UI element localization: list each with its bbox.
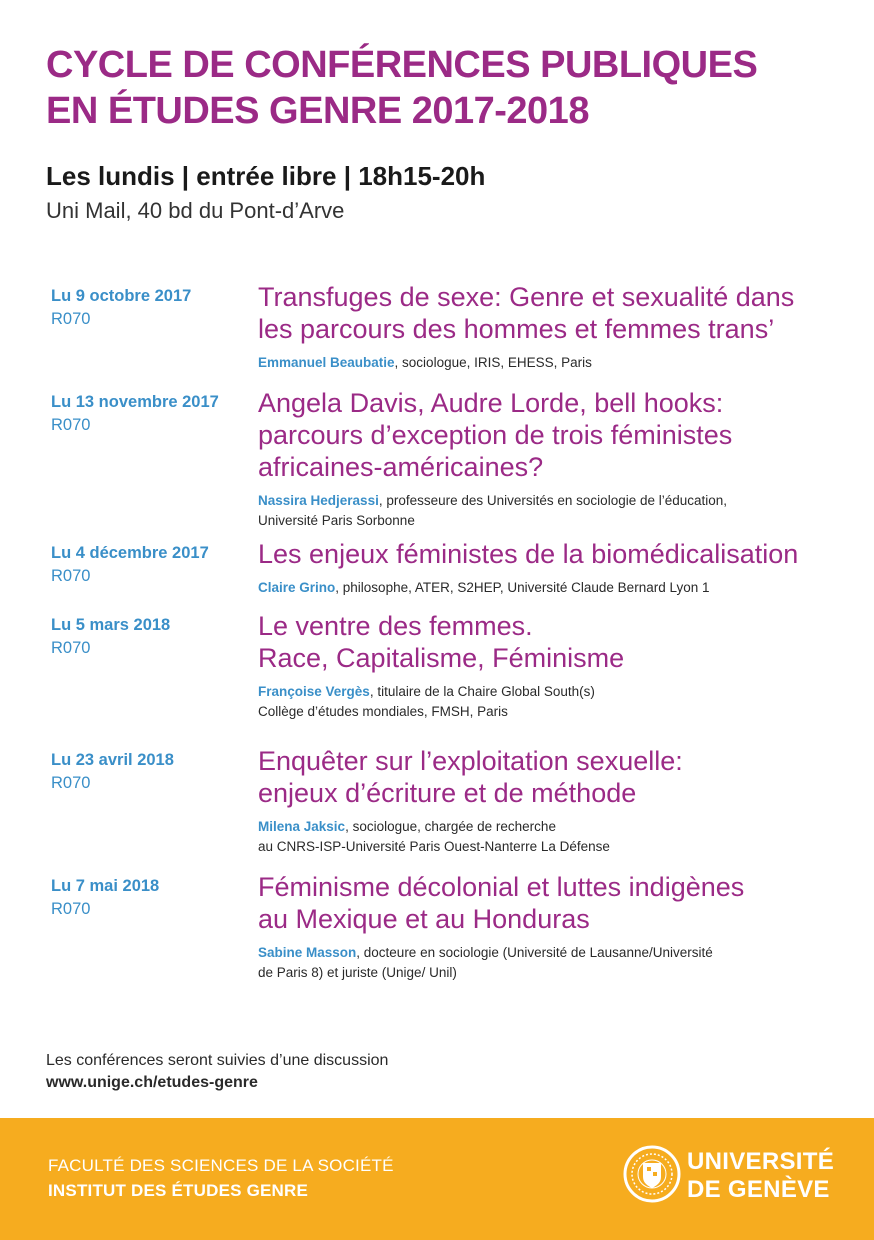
speaker-affiliation: Université Paris Sorbonne (258, 513, 415, 528)
event-title-line: au Mexique et au Honduras (258, 904, 590, 934)
event-title (258, 871, 858, 935)
event-room: R070 (51, 567, 91, 585)
speaker-name: Françoise Vergès (258, 684, 370, 699)
event-title (258, 538, 858, 570)
event-speaker (258, 817, 858, 857)
speaker-line (258, 702, 858, 722)
event-room: R070 (51, 310, 91, 328)
event-speaker (258, 682, 858, 722)
speaker-name: Emmanuel Beaubatie (258, 355, 395, 370)
event-title-line: Féminisme décolonial et luttes indigènes (258, 872, 745, 902)
discussion-note: Les conférences seront suivies d’une discussion (46, 1052, 389, 1069)
event-date: Lu 9 octobre 2017 (51, 287, 192, 305)
event-title (258, 281, 858, 345)
footer-note (46, 1050, 388, 1094)
event-room: R070 (51, 639, 91, 657)
institute-name: INSTITUT DES ÉTUDES GENRE (48, 1181, 309, 1200)
event-title-line: africaines-américaines? (258, 452, 544, 482)
speaker-affiliation: , docteure en sociologie (Université de Lausanne/Université (356, 945, 713, 960)
university-name (687, 1148, 834, 1204)
faculty-block (48, 1153, 394, 1203)
event-room: R070 (51, 774, 91, 792)
event-date: Lu 4 décembre 2017 (51, 544, 209, 562)
venue-address: Uni Mail, 40 bd du Pont-d’Arve (46, 198, 345, 223)
event-title-line: Enquêter sur l’exploitation sexuelle: (258, 746, 683, 776)
event-date: Lu 7 mai 2018 (51, 877, 160, 895)
event-room: R070 (51, 416, 91, 434)
event-date: Lu 5 mars 2018 (51, 616, 171, 634)
event-speaker (258, 491, 858, 531)
speaker-affiliation: , sociologue, IRIS, EHESS, Paris (394, 355, 592, 370)
event-date: Lu 23 avril 2018 (51, 751, 174, 769)
speaker-line (258, 511, 858, 531)
event-room: R070 (51, 900, 91, 918)
speaker-affiliation: , sociologue, chargée de recherche (345, 819, 556, 834)
event-title-line: Transfuges de sexe: Genre et sexualité dans (258, 282, 795, 312)
speaker-affiliation: , philosophe, ATER, S2HEP, Université Claude Bernard Lyon 1 (335, 580, 710, 595)
event-speaker (258, 943, 858, 983)
website-link[interactable]: www.unige.ch/etudes-genre (46, 1074, 258, 1091)
event-speaker (258, 353, 858, 373)
title-line-2: EN ÉTUDES GENRE 2017-2018 (46, 90, 589, 132)
speaker-line (258, 491, 858, 511)
page-title (46, 42, 757, 134)
event-date: Lu 13 novembre 2017 (51, 393, 219, 411)
speaker-line (258, 353, 858, 373)
speaker-line (258, 578, 858, 598)
schedule-line: Les lundis | entrée libre | 18h15-20h (46, 161, 486, 191)
speaker-name: Nassira Hedjerassi (258, 493, 379, 508)
event-title-line: les parcours des hommes et femmes trans’ (258, 314, 775, 344)
event-title-line: Race, Capitalisme, Féminisme (258, 643, 625, 673)
event-title-line: parcours d’exception de trois féministes (258, 420, 733, 450)
event-speaker (258, 578, 858, 598)
event-title-line: Le ventre des femmes. (258, 611, 533, 641)
event-title-line: Angela Davis, Audre Lorde, bell hooks: (258, 388, 724, 418)
title-line-1: CYCLE DE CONFÉRENCES PUBLIQUES (46, 44, 758, 86)
speaker-affiliation: de Paris 8) et juriste (Unige/ Unil) (258, 965, 457, 980)
event-title-line: enjeux d’écriture et de méthode (258, 778, 637, 808)
speaker-affiliation: , titulaire de la Chaire Global South(s) (369, 684, 595, 699)
speaker-line (258, 837, 858, 857)
event-title-line: Les enjeux féministes de la biomédicalisation (258, 539, 799, 569)
speaker-name: Milena Jaksic (258, 819, 346, 834)
faculty-name: FACULTÉ DES SCIENCES DE LA SOCIÉTÉ (48, 1156, 394, 1175)
event-title (258, 610, 858, 674)
university-name-line-2: DE GENÈVE (687, 1176, 830, 1203)
speaker-affiliation: Collège d’études mondiales, FMSH, Paris (258, 704, 508, 719)
speaker-name: Claire Grino (258, 580, 336, 595)
speaker-affiliation: au CNRS-ISP-Université Paris Ouest-Nanterre La Défense (258, 839, 610, 854)
university-name-line-1: UNIVERSITÉ (687, 1148, 835, 1175)
speaker-name: Sabine Masson (258, 945, 357, 960)
speaker-line (258, 682, 858, 702)
speaker-line (258, 963, 858, 983)
speaker-affiliation: , professeure des Universités en sociologie de l’éducation, (378, 493, 728, 508)
speaker-line (258, 943, 858, 963)
event-title (258, 387, 858, 483)
event-title (258, 745, 858, 809)
speaker-line (258, 817, 858, 837)
university-seal-icon (623, 1145, 681, 1203)
